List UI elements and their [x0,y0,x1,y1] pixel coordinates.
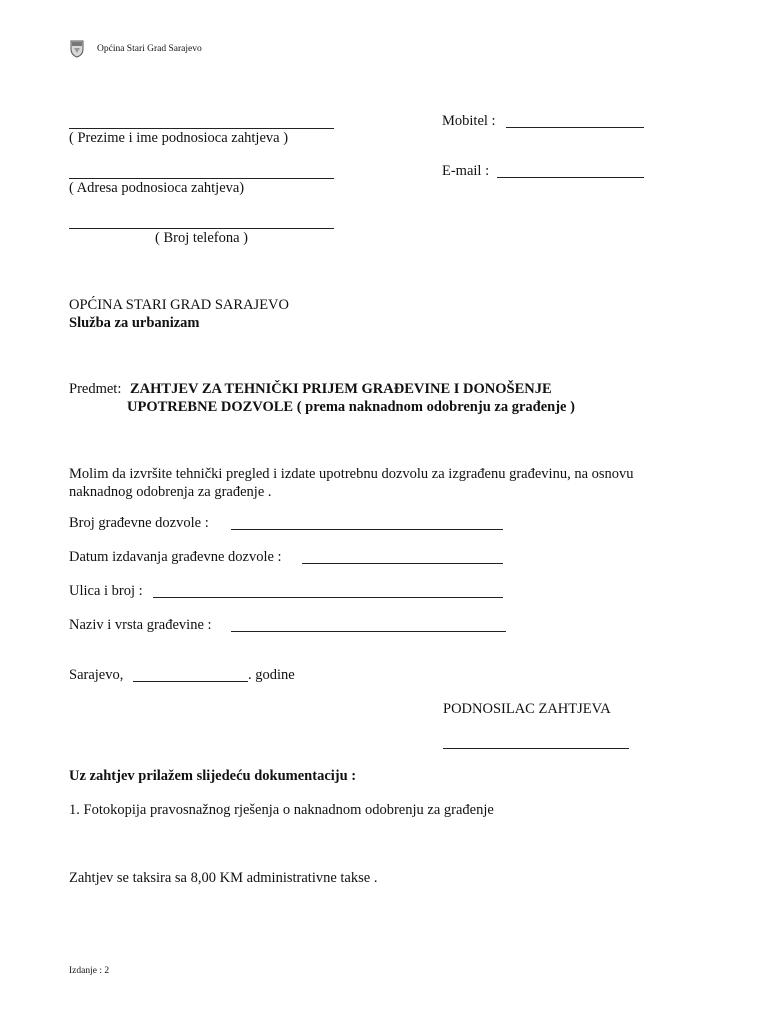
subject-line-2: UPOTREBNE DOZVOLE ( prema naknadnom odobrenju za građenje ) [127,399,575,415]
attachment-item: 1. Fotokopija pravosnažnog rješenja o naknadnom odobrenju za građenje [69,802,494,818]
permit-date-label: Datum izdavanja građevne dozvole : [69,549,282,565]
building-type-field[interactable] [231,631,506,632]
signature-line[interactable] [443,748,629,749]
edition-label: Izdanje : 2 [69,966,110,976]
email-label: E-mail : [442,163,490,179]
street-label: Ulica i broj : [69,583,143,599]
mobile-label: Mobitel : [442,113,496,129]
mobile-field[interactable] [506,127,644,128]
date-field[interactable] [133,681,248,682]
coat-of-arms-icon [70,40,84,58]
request-text-line-1: Molim da izvršite tehnički pregled i izdate upotrebnu dozvolu za izgrađenu građevinu, na osnovu [69,466,634,482]
place-label: Sarajevo, [69,667,124,683]
permit-number-label: Broj građevne dozvole : [69,515,209,531]
year-suffix: . godine [248,667,295,683]
fee-note: Zahtjev se taksira sa 8,00 KM administrativne takse . [69,870,378,886]
permit-date-field[interactable] [302,563,503,564]
recipient-office: OPĆINA STARI GRAD SARAJEVO [69,297,289,313]
municipality-header: Općina Stari Grad Sarajevo [97,44,202,54]
name-line [69,128,334,129]
address-line [69,178,334,179]
address-caption: ( Adresa podnosioca zahtjeva) [69,180,245,196]
applicant-title: PODNOSILAC ZAHTJEVA [443,701,611,717]
building-type-label: Naziv i vrsta građevine : [69,617,212,633]
permit-number-field[interactable] [231,529,503,530]
phone-line [69,228,334,229]
subject-label: Predmet: [69,381,122,397]
request-text-line-2: naknadnog odobrenja za građenje . [69,484,272,500]
phone-caption: ( Broj telefona ) [154,230,248,246]
street-field[interactable] [153,597,503,598]
recipient-service: Služba za urbanizam [69,315,200,331]
attachments-heading: Uz zahtjev prilažem slijedeću dokumentaciju : [69,768,357,784]
email-field[interactable] [497,177,644,178]
subject-line-1: ZAHTJEV ZA TEHNIČKI PRIJEM GRAĐEVINE I DONOŠENJE [130,381,552,397]
name-caption: ( Prezime i ime podnosioca zahtjeva ) [69,130,289,146]
